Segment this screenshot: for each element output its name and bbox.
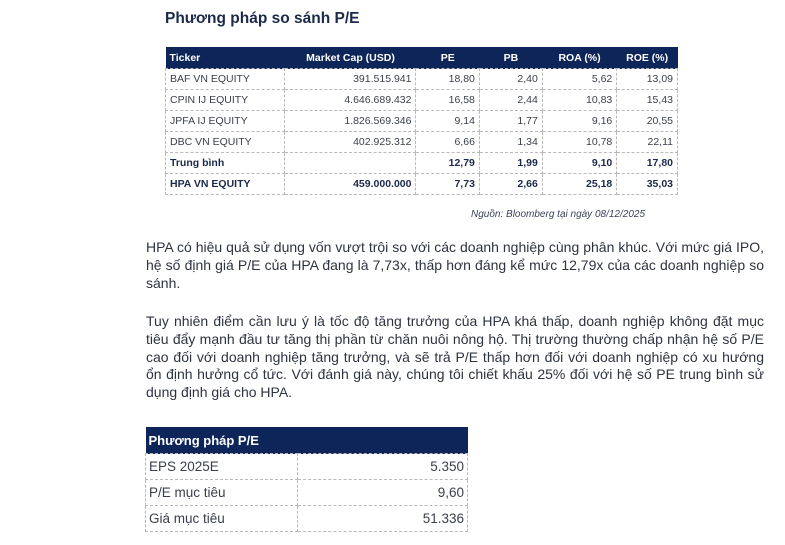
table-header-row [146, 427, 468, 454]
cell-pb: 2,44 [479, 90, 542, 111]
cell-label: EPS 2025E [146, 454, 298, 480]
cell-pe: 7,73 [416, 174, 479, 195]
table-row [146, 480, 468, 506]
column-header-pe: PE [416, 47, 479, 69]
column-header-roe: ROE (%) [617, 47, 678, 69]
cell-value: 5.350 [298, 454, 468, 480]
cell-roa: 5,62 [542, 69, 616, 90]
cell-pb: 1,99 [479, 153, 542, 174]
cell-value: 9,60 [298, 480, 468, 506]
cell-ticker: DBC VN EQUITY [166, 132, 285, 153]
cell-pb: 2,40 [479, 69, 542, 90]
cell-roe: 13,09 [617, 69, 678, 90]
column-header-pb: PB [479, 47, 542, 69]
cell-ticker: BAF VN EQUITY [166, 69, 285, 90]
cell-market-cap: 1.826.569.346 [285, 111, 416, 132]
cell-ticker: HPA VN EQUITY [166, 174, 285, 195]
table-header-row [166, 47, 678, 69]
cell-market-cap [285, 153, 416, 174]
source-note: Nguồn: Bloomberg tại ngày 08/12/2025 [471, 209, 646, 220]
cell-market-cap: 391.515.941 [285, 69, 416, 90]
cell-ticker: CPIN IJ EQUITY [166, 90, 285, 111]
cell-roe: 22,11 [617, 132, 678, 153]
cell-ticker: Trung bình [166, 153, 285, 174]
cell-roe: 15,43 [617, 90, 678, 111]
cell-pe: 9,14 [416, 111, 479, 132]
cell-pb: 2,66 [479, 174, 542, 195]
table-row [146, 506, 468, 532]
cell-pe: 6,66 [416, 132, 479, 153]
pe-method-table [145, 427, 468, 532]
cell-pe: 16,58 [416, 90, 479, 111]
paragraph-discount: Tuy nhiên điểm cần lưu ý là tốc độ tăng trưởng của HPA khá thấp, doanh nghiệp không đặt mục tiêu đẩy mạnh đầu tư tăng thị phần từ chăn nuôi nông hộ. Thị trường thường chấp nhận hệ số P/E cao đối với doanh nghiệp tăng trưởng, và sẽ trả P/E thấp hơn đối với doanh nghiệp có xu hướng ổn định hưởng cổ tức. Với đánh giá này, chúng tôi chiết khấu 25% đối với hệ số PE trung bình sử dụng định giá cho HPA. [146, 313, 764, 401]
column-header-market-cap: Market Cap (USD) [285, 47, 416, 69]
cell-value: 51.336 [298, 506, 468, 532]
average-row [166, 153, 678, 174]
column-header-ticker: Ticker [166, 47, 285, 69]
hpa-row [166, 174, 678, 195]
cell-pe: 12,79 [416, 153, 479, 174]
cell-roe: 20,55 [617, 111, 678, 132]
cell-roa: 9,16 [542, 111, 616, 132]
cell-label: Giá mục tiêu [146, 506, 298, 532]
section-title: Phương pháp so sánh P/E [165, 10, 360, 27]
cell-roa: 25,18 [542, 174, 616, 195]
table-row [166, 132, 678, 153]
table-row [166, 69, 678, 90]
cell-roa: 10,83 [542, 90, 616, 111]
pe-method-header: Phương pháp P/E [146, 427, 468, 454]
table-row [166, 111, 678, 132]
paragraph-efficiency: HPA có hiệu quả sử dụng vốn vượt trội so với các doanh nghiệp cùng phân khúc. Với mức giá IPO, hệ số định giá P/E của HPA đang là 7,73x, thấp hơn đáng kể mức 12,79x của các doanh nghiệp so sánh. [146, 239, 764, 291]
cell-pb: 1,77 [479, 111, 542, 132]
cell-roe: 35,03 [617, 174, 678, 195]
cell-pe: 18,80 [416, 69, 479, 90]
cell-label: P/E mục tiêu [146, 480, 298, 506]
table-row [146, 454, 468, 480]
cell-roa: 10,78 [542, 132, 616, 153]
cell-roa: 9,10 [542, 153, 616, 174]
column-header-roa: ROA (%) [542, 47, 616, 69]
cell-roe: 17,80 [617, 153, 678, 174]
table-row [166, 90, 678, 111]
cell-market-cap: 4.646.689.432 [285, 90, 416, 111]
cell-market-cap: 459.000.000 [285, 174, 416, 195]
cell-ticker: JPFA IJ EQUITY [166, 111, 285, 132]
cell-pb: 1,34 [479, 132, 542, 153]
cell-market-cap: 402.925.312 [285, 132, 416, 153]
pe-comparison-table [165, 47, 678, 195]
